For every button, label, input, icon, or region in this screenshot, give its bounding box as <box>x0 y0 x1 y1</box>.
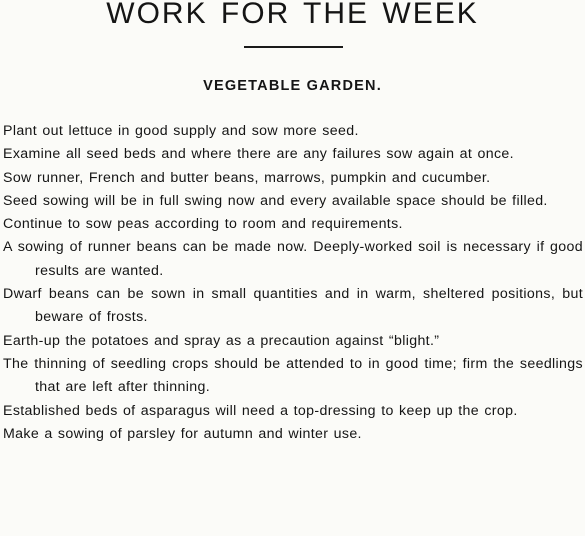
task-item: Sow runner, French and butter beans, marrows, pumpkin and cucumber. <box>3 169 491 186</box>
headline-divider <box>244 46 343 48</box>
task-item: Earth-up the potatoes and spray as a precaution against “blight.” <box>3 332 440 349</box>
task-item: Examine all seed beds and where there are any failures sow again at once. <box>3 146 514 163</box>
section-title: VEGETABLE GARDEN. <box>203 78 382 94</box>
task-item: Dwarf beans can be sown in small quantities and in warm, sheltered positions, but beware of frosts. <box>3 286 583 326</box>
task-item: Plant out lettuce in good supply and sow more seed. <box>3 123 359 139</box>
task-item: The thinning of seedling crops should be attended to in good time; firm the seedlings that are left after thinning. <box>3 355 583 396</box>
task-item: Seed sowing will be in full swing now and every available space should be filled. <box>3 192 548 209</box>
task-item: A sowing of runner beans can be made now. Deeply-worked soil is necessary if good results are wanted. <box>3 239 583 279</box>
task-item: Continue to sow peas according to room and requirements. <box>3 216 403 233</box>
task-list <box>3 120 583 446</box>
task-item: Established beds of asparagus will need a top-dressing to keep up the crop. <box>3 402 518 419</box>
headline: WORK FOR THE WEEK <box>106 0 479 30</box>
task-item: Make a sowing of parsley for autumn and winter use. <box>3 425 362 442</box>
